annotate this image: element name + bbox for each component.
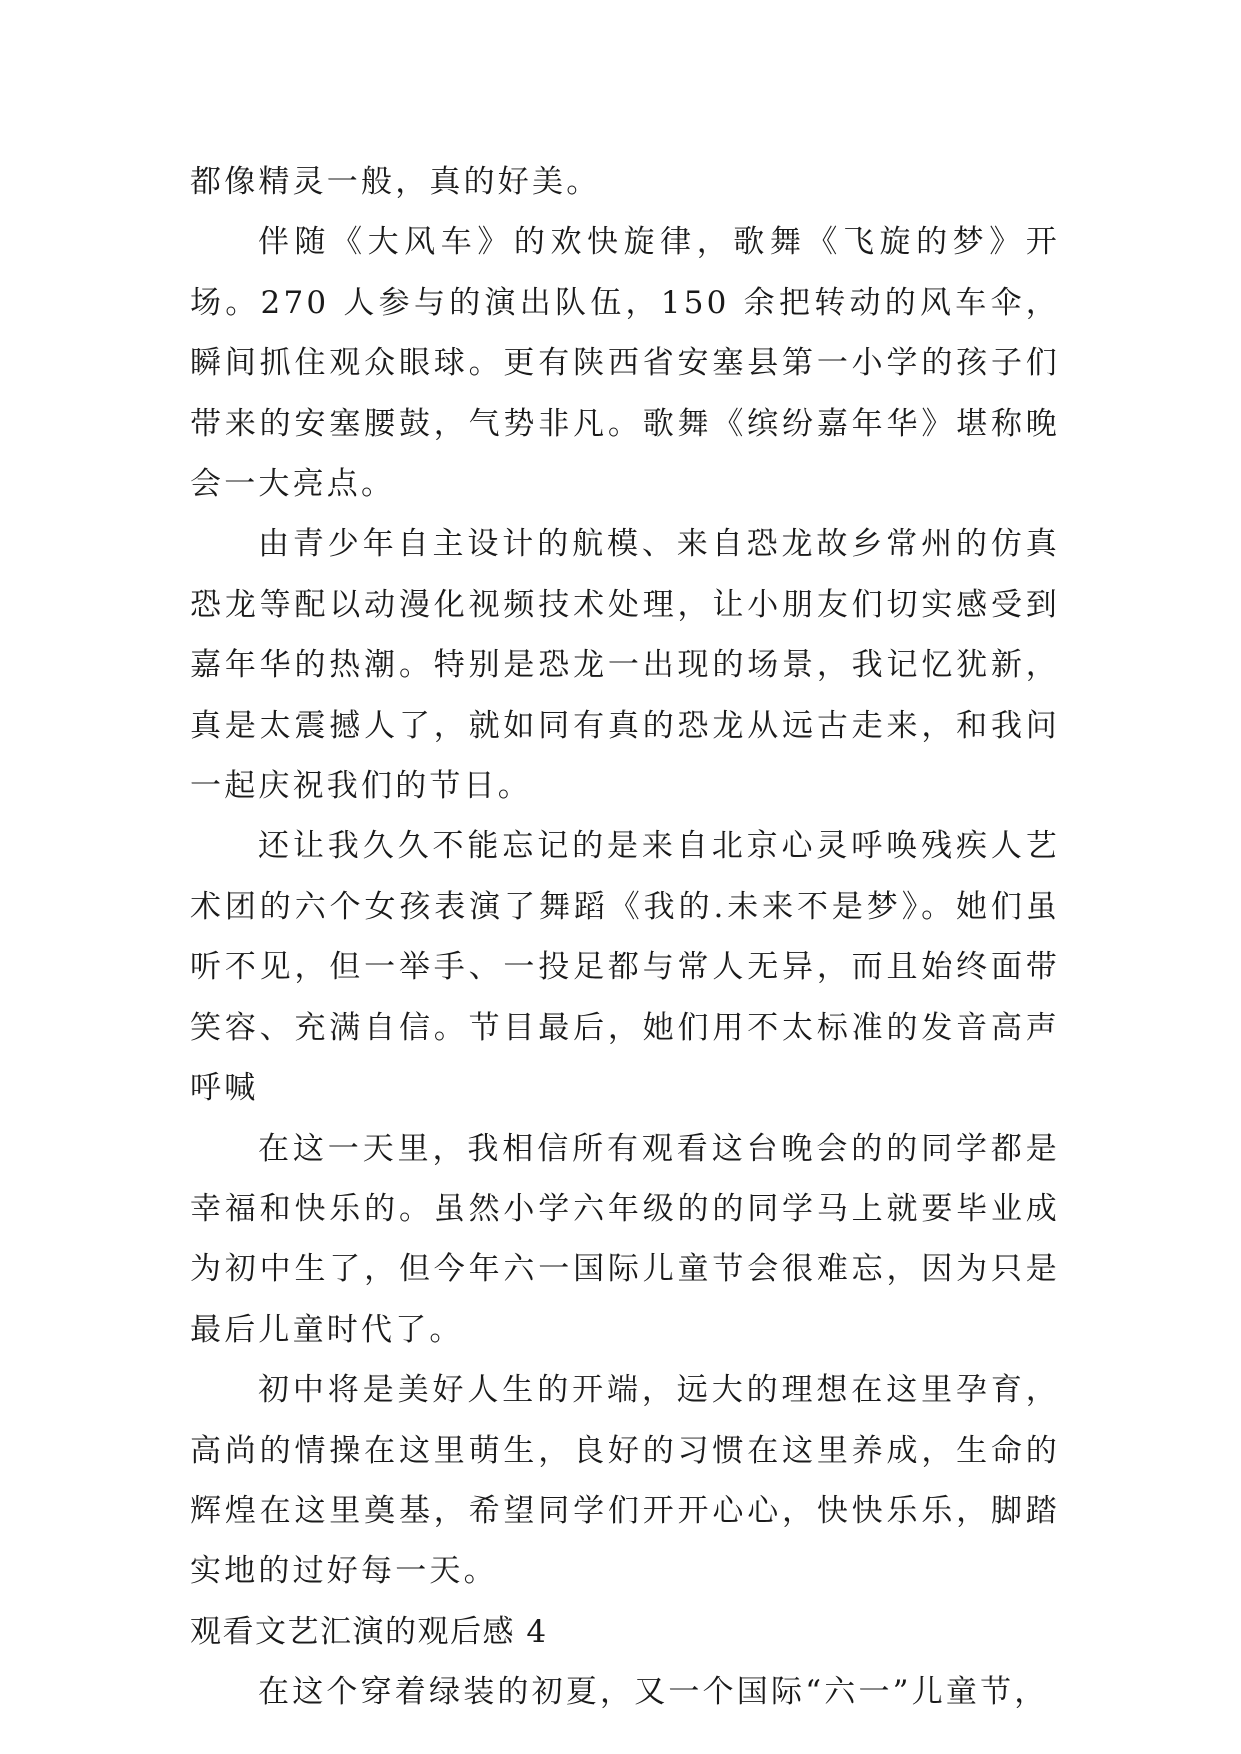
section-heading: 观看文艺汇演的观后感 4 [190,1613,548,1650]
paragraph-dance: 还让我久久不能忘记的是来自北京心灵呼唤残疾人艺术团的六个女孩表演了舞蹈《我的.未来不是梦》。她们虽听不见，但一举手、一投足都与常人无异，而且始终面带笑容、充满自信。节目最后，她们用不太标准的发音高声呼喊 [190,828,1060,1107]
paragraph-happiness: 在这一天里，我相信所有观看这台晚会的的同学都是幸福和快乐的。虽然小学六年级的的同学马上就要毕业成为初中生了，但今年六一国际儿童节会很难忘，因为只是最后儿童时代了。 [190,1130,1060,1348]
paragraph-early-summer: 在这个穿着绿装的初夏，又一个国际“六一”儿童节， [258,1674,1049,1711]
paragraph-opening-show: 伴随《大风车》的欢快旋律，歌舞《飞旋的梦》开场。270 人参与的演出队伍，150 余把转动的风车伞，瞬间抓住观众眼球。更有陕西省安塞县第一小学的孩子们带来的安塞腰鼓，气势非凡。歌舞《缤纷嘉年华》堪称晚会一大亮点。 [190,224,1060,503]
paragraph-junior-high: 初中将是美好人生的开端，远大的理想在这里孕育，高尚的情操在这里萌生，良好的习惯在这里养成，生命的辉煌在这里奠基，希望同学们开开心心，快快乐乐，脚踏实地的过好每一天。 [190,1372,1060,1590]
paragraph-continuation: 都像精灵一般，真的好美。 [190,164,601,200]
paragraph-dinosaur: 由青少年自主设计的航模、来自恐龙故乡常州的仿真恐龙等配以动漫化视频技术处理，让小朋友们切实感受到嘉年华的热潮。特别是恐龙一出现的场景，我记忆犹新，真是太震撼人了，就如同有真的恐龙从远古走来，和我问一起庆祝我们的节日。 [190,526,1060,805]
document-body [190,152,1060,1723]
